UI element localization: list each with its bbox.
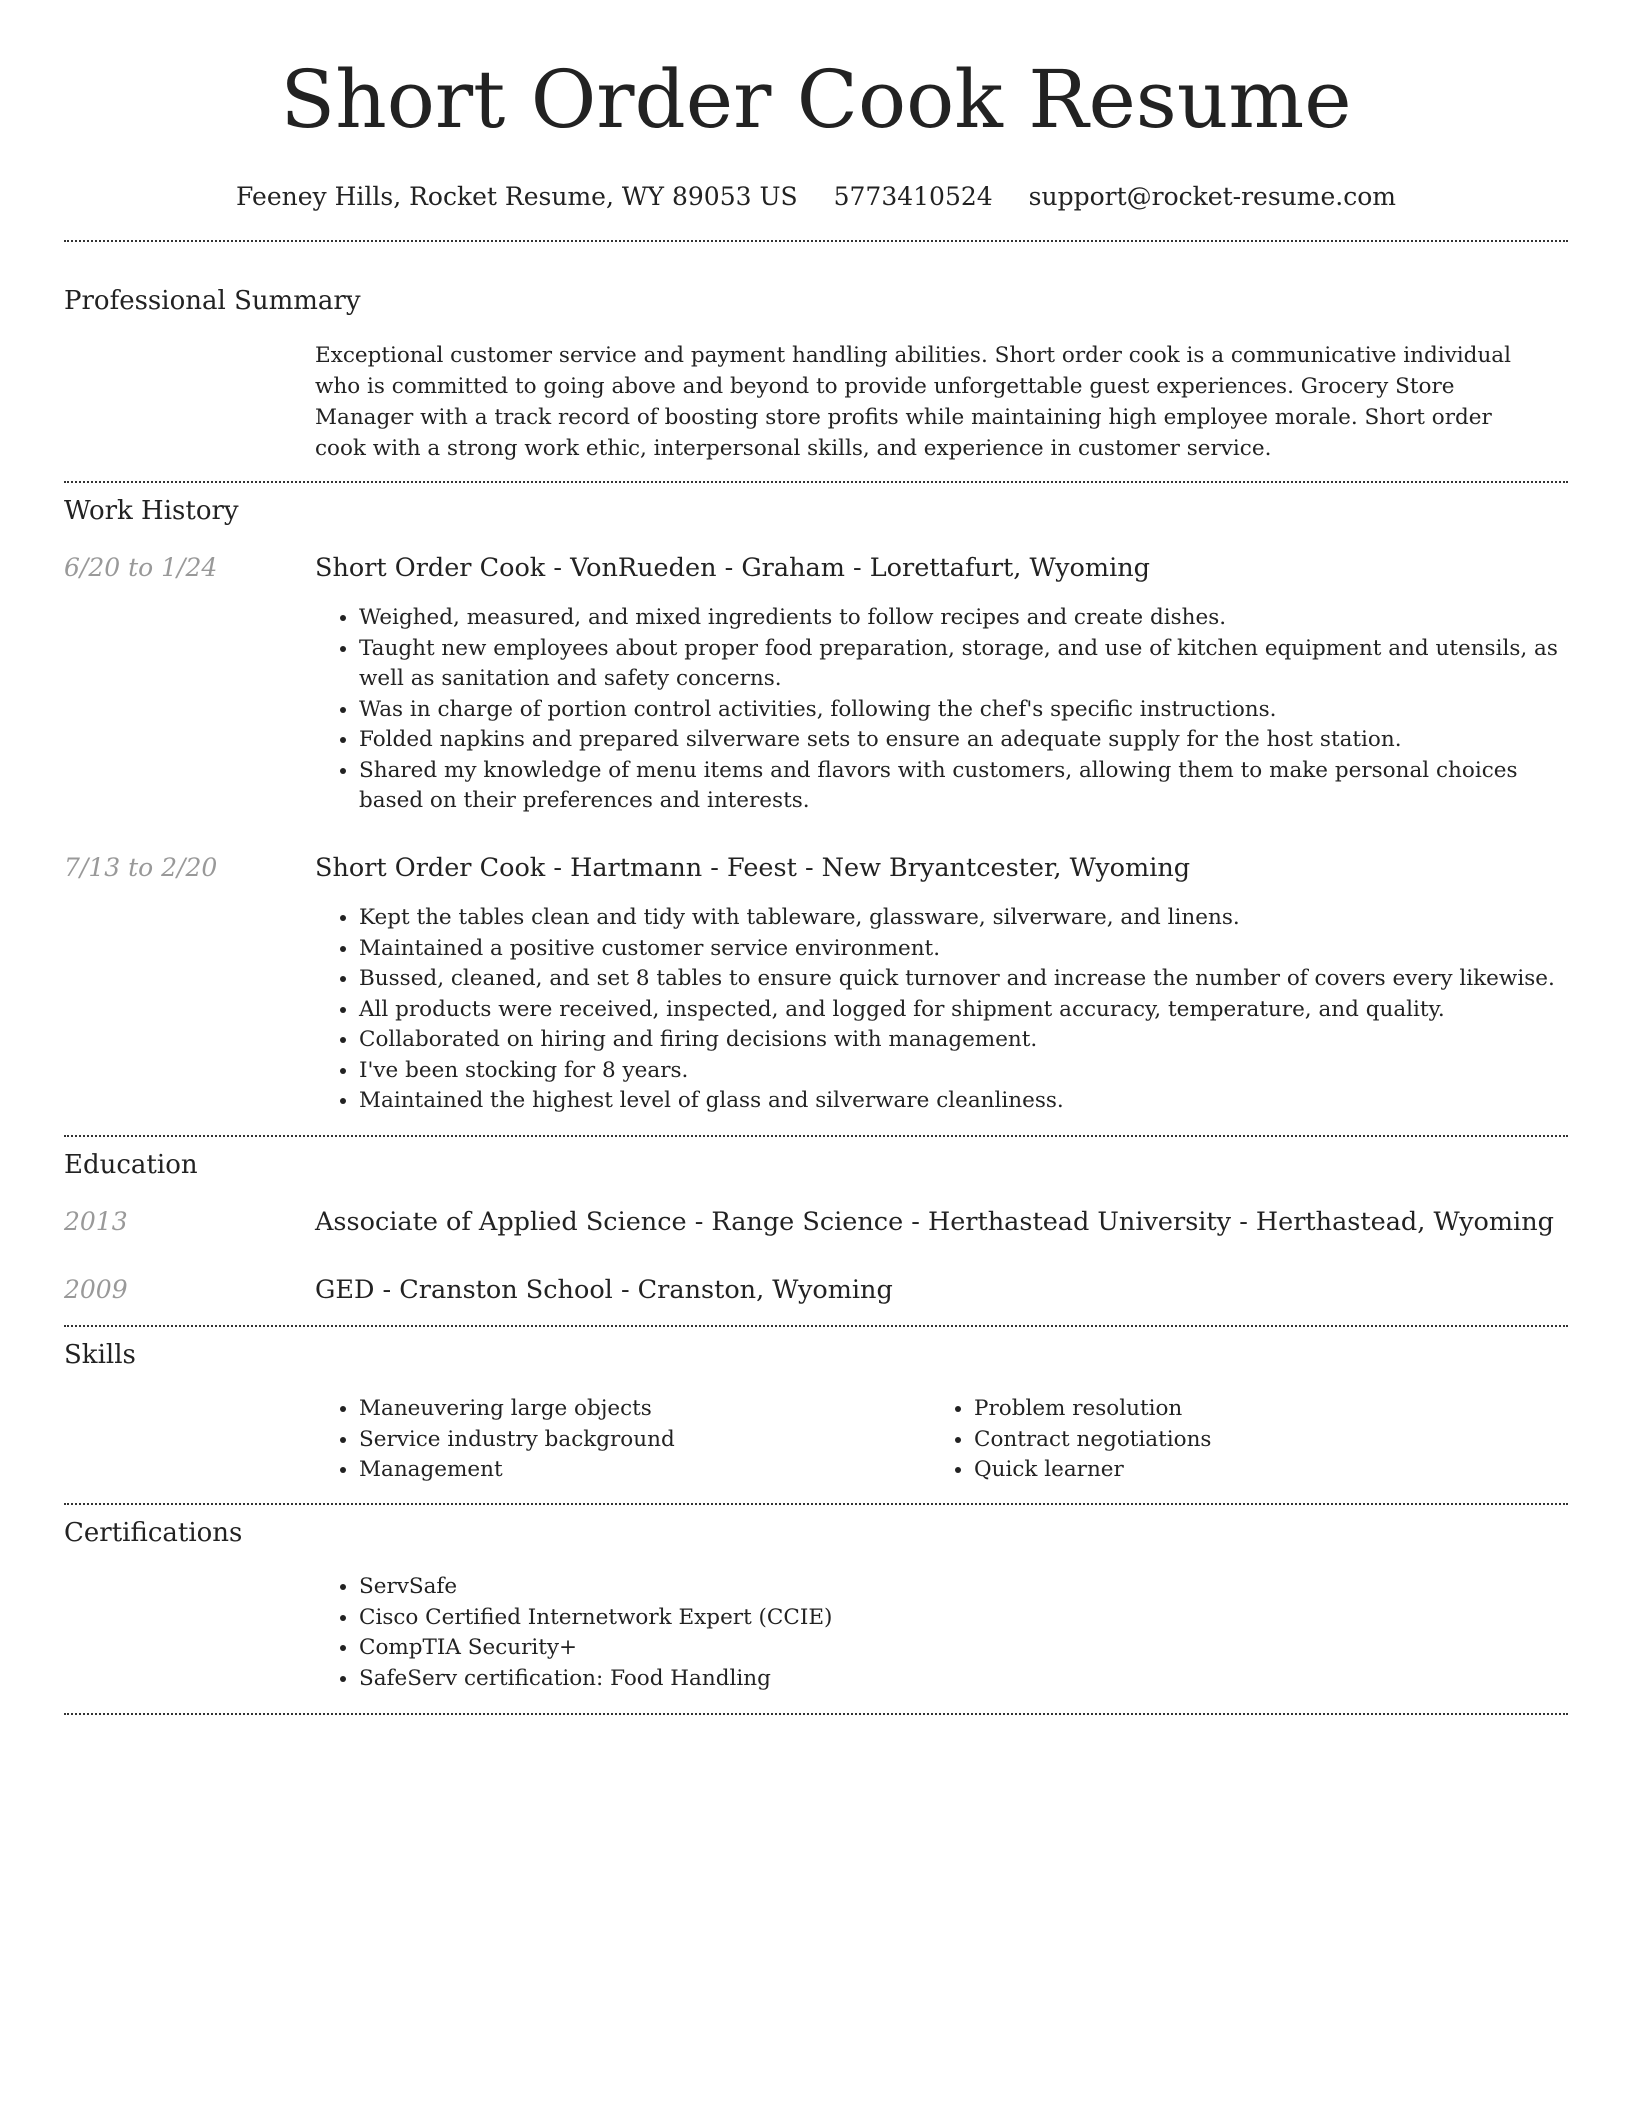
list-item: • Service industry background [359, 1425, 930, 1456]
list-item: • Contract negotiations [974, 1425, 1545, 1456]
list-item: • Cisco Certified Internetwork Expert (CCIE) [359, 1603, 1560, 1634]
job-bullets [315, 603, 1560, 817]
skills-list-right [930, 1394, 1545, 1486]
list-item: • Was in charge of portion control activities, following the chef's specific instructions. [359, 695, 1560, 726]
list-item: • Management [359, 1455, 930, 1486]
work-history-heading: Work History [64, 496, 239, 526]
education-year: 2013 [64, 1207, 128, 1236]
list-item: • Shared my knowledge of menu items and flavors with customers, allowing them to make personal choices based on their preferences and interests. [359, 756, 1560, 817]
list-item: • CompTIA Security+ [359, 1633, 1560, 1664]
summary-heading: Professional Summary [64, 286, 361, 316]
contact-phone: 5773410524 [833, 182, 993, 211]
contact-line [64, 180, 1568, 214]
contact-address: Feeney Hills, Rocket Resume, WY 89053 US [236, 182, 798, 211]
section-divider [64, 1713, 1568, 1715]
list-item: • ServSafe [359, 1572, 1560, 1603]
certifications-heading: Certifications [64, 1518, 243, 1548]
section-divider [64, 1135, 1568, 1137]
list-item: • Maintained a positive customer service environment. [359, 934, 1560, 965]
education-title: Associate of Applied Science - Range Science - Herthastead University - Herthastead, Wyoming [315, 1207, 1554, 1237]
list-item: • Folded napkins and prepared silverware sets to ensure an adequate supply for the host station. [359, 725, 1560, 756]
section-divider [64, 240, 1568, 242]
job-dates: 7/13 to 2/20 [64, 853, 218, 882]
section-divider [64, 1503, 1568, 1505]
list-item: • Taught new employees about proper food preparation, storage, and use of kitchen equipment and utensils, as well as sanitation and safety concerns. [359, 634, 1560, 695]
skills-heading: Skills [64, 1340, 136, 1370]
contact-email: support@rocket-resume.com [1028, 182, 1396, 211]
list-item: • Maneuvering large objects [359, 1394, 930, 1425]
list-item: • Maintained the highest level of glass and silverware cleanliness. [359, 1086, 1560, 1117]
list-item: • I've been stocking for 8 years. [359, 1056, 1560, 1087]
list-item: • Quick learner [974, 1455, 1545, 1486]
certifications-list [315, 1572, 1560, 1694]
resume-header [64, 50, 1568, 214]
education-heading: Education [64, 1150, 198, 1180]
list-item: • Kept the tables clean and tidy with tableware, glassware, silverware, and linens. [359, 903, 1560, 934]
job-title: Short Order Cook - Hartmann - Feest - New Bryantcester, Wyoming [315, 853, 1191, 883]
summary-text: Exceptional customer service and payment handling abilities. Short order cook is a communicative individual who is committed to going above and beyond to provide unforgettable guest experiences. Grocery Store Manager with a track record of boosting store profits while maintaining high employee morale. Short order cook with a strong work ethic, interpersonal skills, and experience in customer service. [315, 343, 1511, 461]
job-title: Short Order Cook - VonRueden - Graham - Lorettafurt, Wyoming [315, 553, 1150, 583]
job-bullets [315, 903, 1560, 1117]
education-title: GED - Cranston School - Cranston, Wyoming [315, 1275, 893, 1305]
list-item: • All products were received, inspected, and logged for shipment accuracy, temperature, and quality. [359, 995, 1560, 1026]
section-divider [64, 481, 1568, 483]
education-year: 2009 [64, 1275, 128, 1304]
list-item: • Bussed, cleaned, and set 8 tables to ensure quick turnover and increase the number of covers every likewise. [359, 964, 1560, 995]
skills-list-left [315, 1394, 930, 1486]
list-item: • Collaborated on hiring and firing decisions with management. [359, 1025, 1560, 1056]
list-item: • Problem resolution [974, 1394, 1545, 1425]
list-item: • Weighed, measured, and mixed ingredients to follow recipes and create dishes. [359, 603, 1560, 634]
section-divider [64, 1325, 1568, 1327]
resume-title: Short Order Cook Resume [280, 53, 1352, 146]
job-dates: 6/20 to 1/24 [64, 553, 218, 582]
list-item: • SafeServ certification: Food Handling [359, 1664, 1560, 1695]
